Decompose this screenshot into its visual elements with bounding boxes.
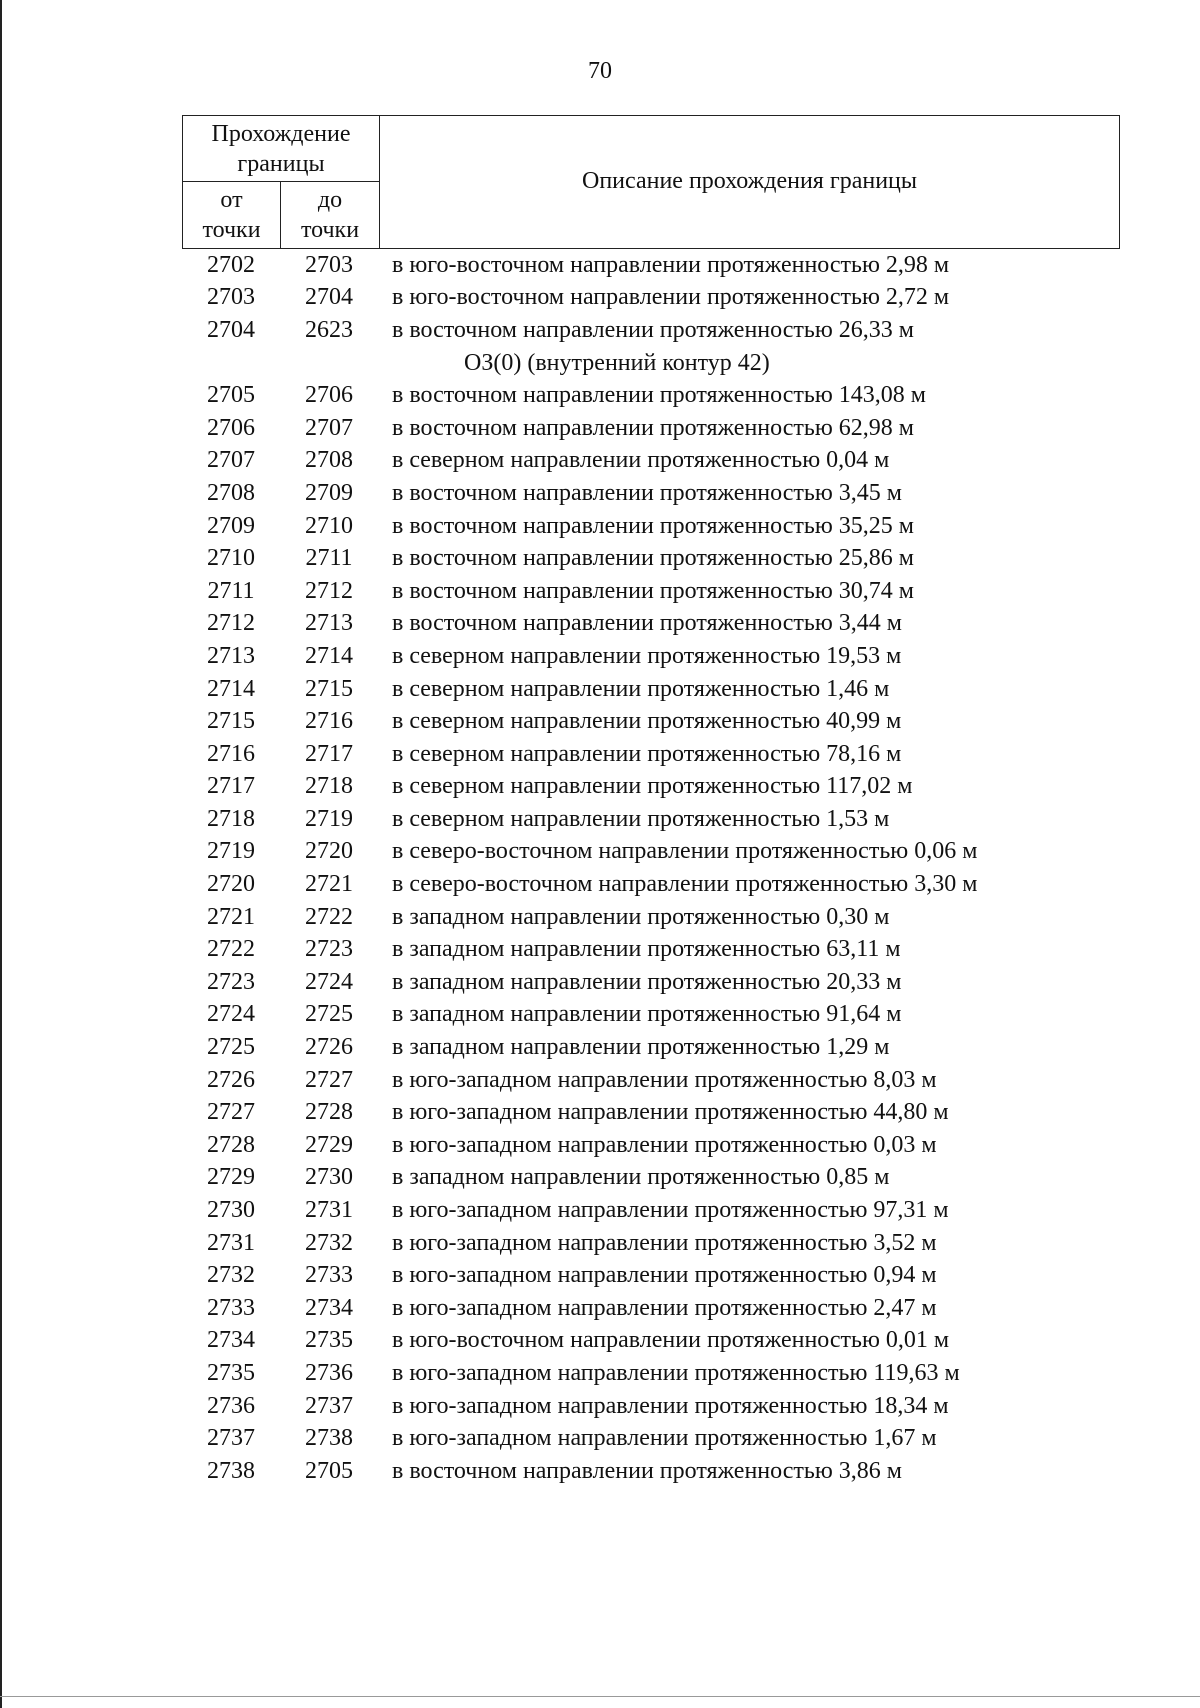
from-point-cell: 2702 (207, 251, 255, 278)
table-row (182, 738, 1120, 771)
description-cell: в западном направлении протяженностью 1,29 м (392, 1034, 890, 1061)
header-boundary-passage-line1: Прохождение (211, 121, 351, 147)
table-row (182, 966, 1120, 999)
from-point-cell: 2722 (207, 936, 255, 963)
from-point-cell: 2731 (207, 1229, 255, 1256)
description-cell: в северо-восточном направлении протяженностью 0,06 м (392, 838, 978, 865)
description-cell: в юго-восточном направлении протяженностью 0,01 м (392, 1327, 950, 1354)
header-to-line1: до (317, 187, 343, 213)
to-point-cell: 2715 (305, 675, 353, 702)
table-row (182, 510, 1120, 543)
from-point-cell: 2706 (207, 414, 255, 441)
from-point-cell: 2708 (207, 479, 255, 506)
to-point-cell: 2723 (305, 936, 353, 963)
table-row (182, 575, 1120, 608)
from-point-cell: 2728 (207, 1131, 255, 1158)
table-row (182, 379, 1120, 412)
to-point-cell: 2711 (305, 545, 353, 572)
description-cell: в западном направлении протяженностью 91,64 м (392, 1001, 902, 1028)
to-point-cell: 2727 (305, 1066, 353, 1093)
header-from-line1: от (220, 187, 243, 213)
from-point-cell: 2736 (207, 1392, 255, 1419)
to-point-cell: 2731 (305, 1197, 353, 1224)
description-cell: в юго-восточном направлении протяженностью 2,98 м (392, 251, 950, 278)
description-cell: в северном направлении протяженностью 78,16 м (392, 740, 902, 767)
to-point-cell: 2710 (305, 512, 353, 539)
to-point-cell: 2729 (305, 1131, 353, 1158)
header-to-line2: точки (300, 217, 360, 243)
table-row (182, 1162, 1120, 1195)
table-header (182, 115, 1120, 249)
from-point-cell: 2707 (207, 447, 255, 474)
from-point-cell: 2730 (207, 1197, 255, 1224)
to-point-cell: 2708 (305, 447, 353, 474)
table-row (182, 1390, 1120, 1423)
description-cell: в северном направлении протяженностью 117,02 м (392, 773, 913, 800)
to-point-cell: 2719 (305, 805, 353, 832)
description-cell: в юго-западном направлении протяженностью 0,03 м (392, 1131, 937, 1158)
to-point-cell: 2724 (305, 968, 353, 995)
table-row (182, 1031, 1120, 1064)
table-row (182, 771, 1120, 804)
from-point-cell: 2734 (207, 1327, 255, 1354)
description-cell: в западном направлении протяженностью 63,11 м (392, 936, 901, 963)
from-point-cell: 2732 (207, 1262, 255, 1289)
to-point-cell: 2732 (305, 1229, 353, 1256)
header-boundary-passage-line2: границы (237, 151, 325, 177)
from-point-cell: 2733 (207, 1294, 255, 1321)
description-cell: в северном направлении протяженностью 19,53 м (392, 642, 902, 669)
table-row (182, 836, 1120, 869)
to-point-cell: 2735 (305, 1327, 353, 1354)
table-row (182, 1064, 1120, 1097)
rows-before-section (182, 249, 1120, 347)
section-title: ОЗ(0) (внутренний контур 42) (464, 349, 770, 376)
table-row (182, 1194, 1120, 1227)
description-cell: в восточном направлении протяженностью 35,25 м (392, 512, 914, 539)
to-point-cell: 2713 (305, 610, 353, 637)
to-point-cell: 2704 (305, 284, 353, 311)
table-row (182, 1259, 1120, 1292)
from-point-cell: 2723 (207, 968, 255, 995)
to-point-cell: 2707 (305, 414, 353, 441)
description-cell: в восточном направлении протяженностью 30,74 м (392, 577, 914, 604)
description-cell: в северо-восточном направлении протяженностью 3,30 м (392, 871, 978, 898)
description-cell: в западном направлении протяженностью 0,30 м (392, 903, 890, 930)
from-point-cell: 2709 (207, 512, 255, 539)
to-point-cell: 2721 (305, 871, 353, 898)
page-number: 70 (588, 58, 612, 84)
description-cell: в северном направлении протяженностью 40,99 м (392, 708, 902, 735)
description-cell: в юго-западном направлении протяженностью 97,31 м (392, 1197, 949, 1224)
scan-bottom-edge (0, 1696, 1200, 1697)
table-row (182, 640, 1120, 673)
from-point-cell: 2729 (207, 1164, 255, 1191)
to-point-cell: 2709 (305, 479, 353, 506)
table-row (182, 673, 1120, 706)
table-row (182, 999, 1120, 1032)
table-row (182, 314, 1120, 347)
table-row (182, 1292, 1120, 1325)
description-cell: в юго-западном направлении протяженностью 3,52 м (392, 1229, 937, 1256)
from-point-cell: 2727 (207, 1099, 255, 1126)
scan-left-edge (0, 0, 2, 1708)
from-point-cell: 2719 (207, 838, 255, 865)
to-point-cell: 2623 (305, 316, 353, 343)
table-row (182, 1227, 1120, 1260)
from-point-cell: 2705 (207, 382, 255, 409)
from-point-cell: 2711 (207, 577, 255, 604)
to-point-cell: 2712 (305, 577, 353, 604)
rows-after-section (182, 379, 1120, 1487)
to-point-cell: 2720 (305, 838, 353, 865)
table-row (182, 705, 1120, 738)
description-cell: в юго-западном направлении протяженностью 1,67 м (392, 1425, 937, 1452)
description-cell: в западном направлении протяженностью 0,85 м (392, 1164, 890, 1191)
from-point-cell: 2716 (207, 740, 255, 767)
from-point-cell: 2704 (207, 316, 255, 343)
table-row (182, 608, 1120, 641)
from-point-cell: 2715 (207, 708, 255, 735)
header-from-point (183, 182, 281, 248)
description-cell: в западном направлении протяженностью 20,33 м (392, 968, 902, 995)
table-row (182, 249, 1120, 282)
to-point-cell: 2726 (305, 1034, 353, 1061)
description-cell: в юго-западном направлении протяженностью 44,80 м (392, 1099, 949, 1126)
from-point-cell: 2720 (207, 871, 255, 898)
description-cell: в северном направлении протяженностью 0,04 м (392, 447, 890, 474)
to-point-cell: 2736 (305, 1359, 353, 1386)
from-point-cell: 2725 (207, 1034, 255, 1061)
description-cell: в восточном направлении протяженностью 62,98 м (392, 414, 914, 441)
table-row (182, 412, 1120, 445)
description-cell: в юго-западном направлении протяженностью 8,03 м (392, 1066, 937, 1093)
to-point-cell: 2734 (305, 1294, 353, 1321)
table-row (182, 542, 1120, 575)
to-point-cell: 2730 (305, 1164, 353, 1191)
description-cell: в юго-западном направлении протяженностью 119,63 м (392, 1359, 960, 1386)
from-point-cell: 2721 (207, 903, 255, 930)
description-cell: в восточном направлении протяженностью 3,44 м (392, 610, 902, 637)
to-point-cell: 2725 (305, 1001, 353, 1028)
to-point-cell: 2703 (305, 251, 353, 278)
to-point-cell: 2733 (305, 1262, 353, 1289)
header-boundary-passage (183, 116, 380, 182)
to-point-cell: 2716 (305, 708, 353, 735)
description-cell: в восточном направлении протяженностью 3,45 м (392, 479, 902, 506)
description-cell: в восточном направлении протяженностью 25,86 м (392, 545, 914, 572)
to-point-cell: 2718 (305, 773, 353, 800)
table-row (182, 1096, 1120, 1129)
boundary-table-body (182, 249, 1120, 1488)
description-cell: в восточном направлении протяженностью 3,86 м (392, 1457, 902, 1484)
to-point-cell: 2722 (305, 903, 353, 930)
from-point-cell: 2712 (207, 610, 255, 637)
to-point-cell: 2737 (305, 1392, 353, 1419)
from-point-cell: 2718 (207, 805, 255, 832)
table-row (182, 1325, 1120, 1358)
to-point-cell: 2706 (305, 382, 353, 409)
header-from-line2: точки (202, 217, 261, 243)
from-point-cell: 2713 (207, 642, 255, 669)
table-row (182, 901, 1120, 934)
to-point-cell: 2728 (305, 1099, 353, 1126)
table-row (182, 933, 1120, 966)
description-cell: в юго-западном направлении протяженностью 0,94 м (392, 1262, 937, 1289)
from-point-cell: 2738 (207, 1457, 255, 1484)
table-row (182, 477, 1120, 510)
table-row (182, 282, 1120, 315)
from-point-cell: 2737 (207, 1425, 255, 1452)
table-row (182, 1357, 1120, 1390)
description-cell: в северном направлении протяженностью 1,46 м (392, 675, 890, 702)
table-row (182, 1129, 1120, 1162)
header-description: Описание прохождения границы (581, 168, 917, 194)
from-point-cell: 2724 (207, 1001, 255, 1028)
description-cell: в юго-западном направлении протяженностью 18,34 м (392, 1392, 949, 1419)
from-point-cell: 2714 (207, 675, 255, 702)
from-point-cell: 2726 (207, 1066, 255, 1093)
from-point-cell: 2703 (207, 284, 255, 311)
to-point-cell: 2705 (305, 1457, 353, 1484)
description-cell: в юго-восточном направлении протяженностью 2,72 м (392, 284, 950, 311)
table-row (182, 868, 1120, 901)
description-cell: в северном направлении протяженностью 1,53 м (392, 805, 890, 832)
description-cell: в восточном направлении протяженностью 26,33 м (392, 316, 914, 343)
header-to-point (281, 182, 380, 248)
table-row (182, 1422, 1120, 1455)
table-row (182, 803, 1120, 836)
table-row (182, 445, 1120, 478)
description-cell: в восточном направлении протяженностью 143,08 м (392, 382, 926, 409)
to-point-cell: 2717 (305, 740, 353, 767)
from-point-cell: 2710 (207, 545, 255, 572)
to-point-cell: 2714 (305, 642, 353, 669)
from-point-cell: 2735 (207, 1359, 255, 1386)
to-point-cell: 2738 (305, 1425, 353, 1452)
table-row (182, 1455, 1120, 1488)
description-cell: в юго-западном направлении протяженностью 2,47 м (392, 1294, 937, 1321)
from-point-cell: 2717 (207, 773, 255, 800)
